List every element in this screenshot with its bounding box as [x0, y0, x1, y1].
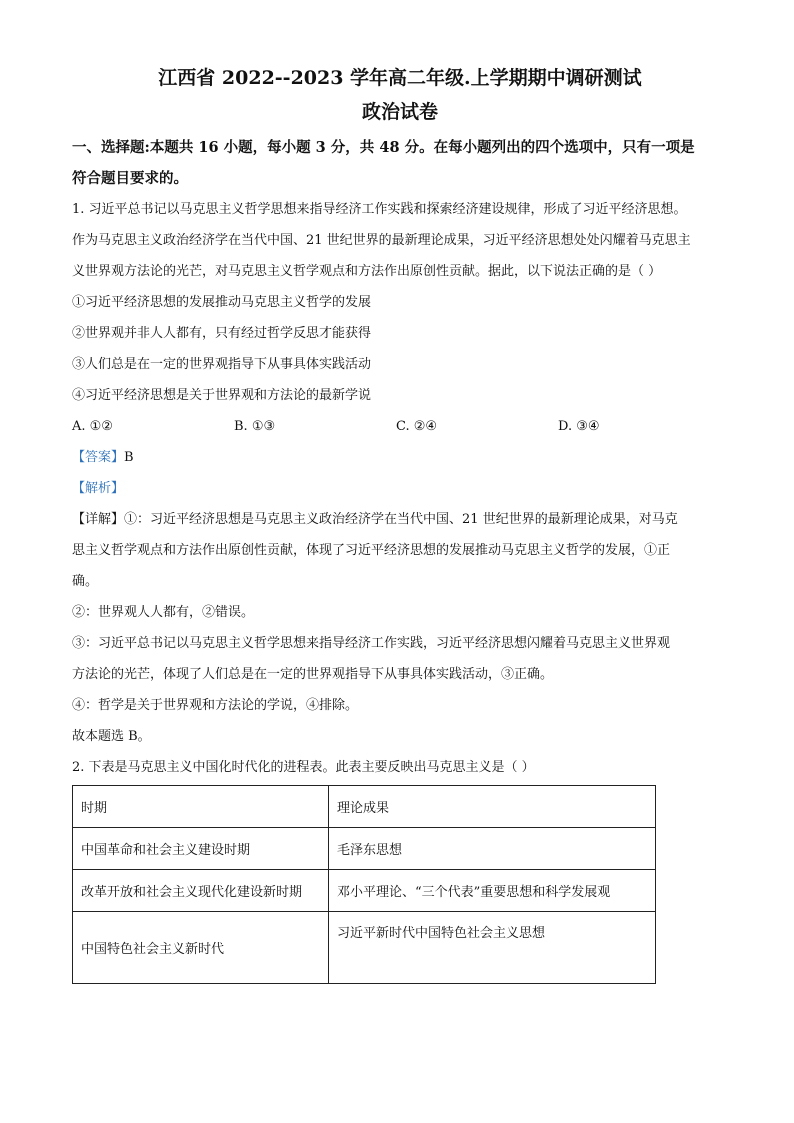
q1-statement-4: ④习近平经济思想是关于世界观和方法论的最新学说 — [72, 388, 372, 403]
q1-option-a: A. ①② — [72, 419, 113, 434]
exam-page — [72, 60, 728, 984]
table-cell: 中国特色社会主义新时代 — [73, 912, 329, 984]
q1-detail-3-line2: 方法论的光芒，体现了人们总是在一定的世界观指导下从事具体实践活动，③正确。 — [72, 667, 554, 682]
table-row — [73, 870, 656, 912]
q1-detail-line2: 思主义哲学观点和方法作出原创性贡献，体现了习近平经济思想的发展推动马克思主义哲学的发展，①正 — [72, 543, 671, 558]
q1-stem-line1: 1. 习近平总书记以马克思主义哲学思想来指导经济工作实践和探索经济建设规律，形成了习近平经济思想。 — [72, 202, 687, 217]
q1-statement-1: ①习近平经济思想的发展推动马克思主义哲学的发展 — [72, 295, 372, 310]
detail-text-1: ①：习近平经济思想是马克思主义政治经济学在当代中国、21 世纪世界的最新理论成果，对马克 — [124, 512, 678, 527]
page-title: 江西省 2022--2023 学年高二年级.上学期期中调研测试 — [158, 67, 642, 89]
q1-detail-line3: 确。 — [72, 574, 99, 589]
q1-conclusion: 故本题选 B。 — [72, 729, 151, 744]
table-row — [73, 828, 656, 870]
q1-detail-2: ②：世界观人人都有，②错误。 — [72, 605, 255, 620]
q1-stem-line3: 义世界观方法论的光芒，对马克思主义哲学观点和方法作出原创性贡献。据此，以下说法正确的是（ ） — [72, 264, 662, 279]
table-cell: 毛泽东思想 — [329, 828, 656, 870]
q1-options — [72, 411, 728, 442]
table-cell: 改革开放和社会主义现代化建设新时期 — [73, 870, 329, 912]
q1-answer — [72, 442, 728, 473]
q1-detail-3-line1: ③：习近平总书记以马克思主义哲学思想来指导经济工作实践，习近平经济思想闪耀着马克思主义世界观 — [72, 636, 671, 651]
table-header-row — [73, 786, 656, 828]
table-row — [73, 912, 656, 984]
q2-table — [72, 785, 656, 984]
q1-statement-3: ③人们总是在一定的世界观指导下从事具体实践活动 — [72, 357, 372, 372]
q1-option-b: B. ①③ — [234, 419, 276, 434]
q1-detail-4: ④：哲学是关于世界观和方法论的学说，④排除。 — [72, 698, 359, 713]
q2-stem: 2. 下表是马克思主义中国化时代化的进程表。此表主要反映出马克思主义是（ ） — [72, 760, 535, 775]
answer-label: 【答案】 — [72, 450, 125, 465]
detail-label: 【详解】 — [72, 512, 125, 527]
table-cell: 习近平新时代中国特色社会主义思想 — [329, 912, 656, 984]
table-cell: 邓小平理论、“三个代表”重要思想和科学发展观 — [329, 870, 656, 912]
q1-statement-2: ②世界观并非人人都有，只有经过哲学反思才能获得 — [72, 326, 372, 341]
analysis-label: 【解析】 — [72, 481, 125, 496]
q1-stem-line2: 作为马克思主义政治经济学在当代中国、21 世纪世界的最新理论成果，习近平经济思想处处闪耀着马克思主 — [72, 233, 691, 248]
section-heading-line1: 一、选择题:本题共 16 小题，每小题 3 分，共 48 分。在每小题列出的四个选项中，只有一项是 — [72, 139, 695, 156]
q1-option-c: C. ②④ — [396, 419, 438, 434]
q1-option-d: D. ③④ — [558, 419, 600, 434]
section-heading-line2: 符合题目要求的。 — [72, 170, 188, 187]
table-header-achievement: 理论成果 — [329, 786, 656, 828]
page-subtitle: 政治试卷 — [361, 101, 438, 123]
q1-analysis — [72, 473, 728, 504]
table-cell: 中国革命和社会主义建设时期 — [73, 828, 329, 870]
table-header-period: 时期 — [73, 786, 329, 828]
answer-value: B — [124, 450, 134, 465]
q1-detail-line1 — [72, 504, 728, 535]
